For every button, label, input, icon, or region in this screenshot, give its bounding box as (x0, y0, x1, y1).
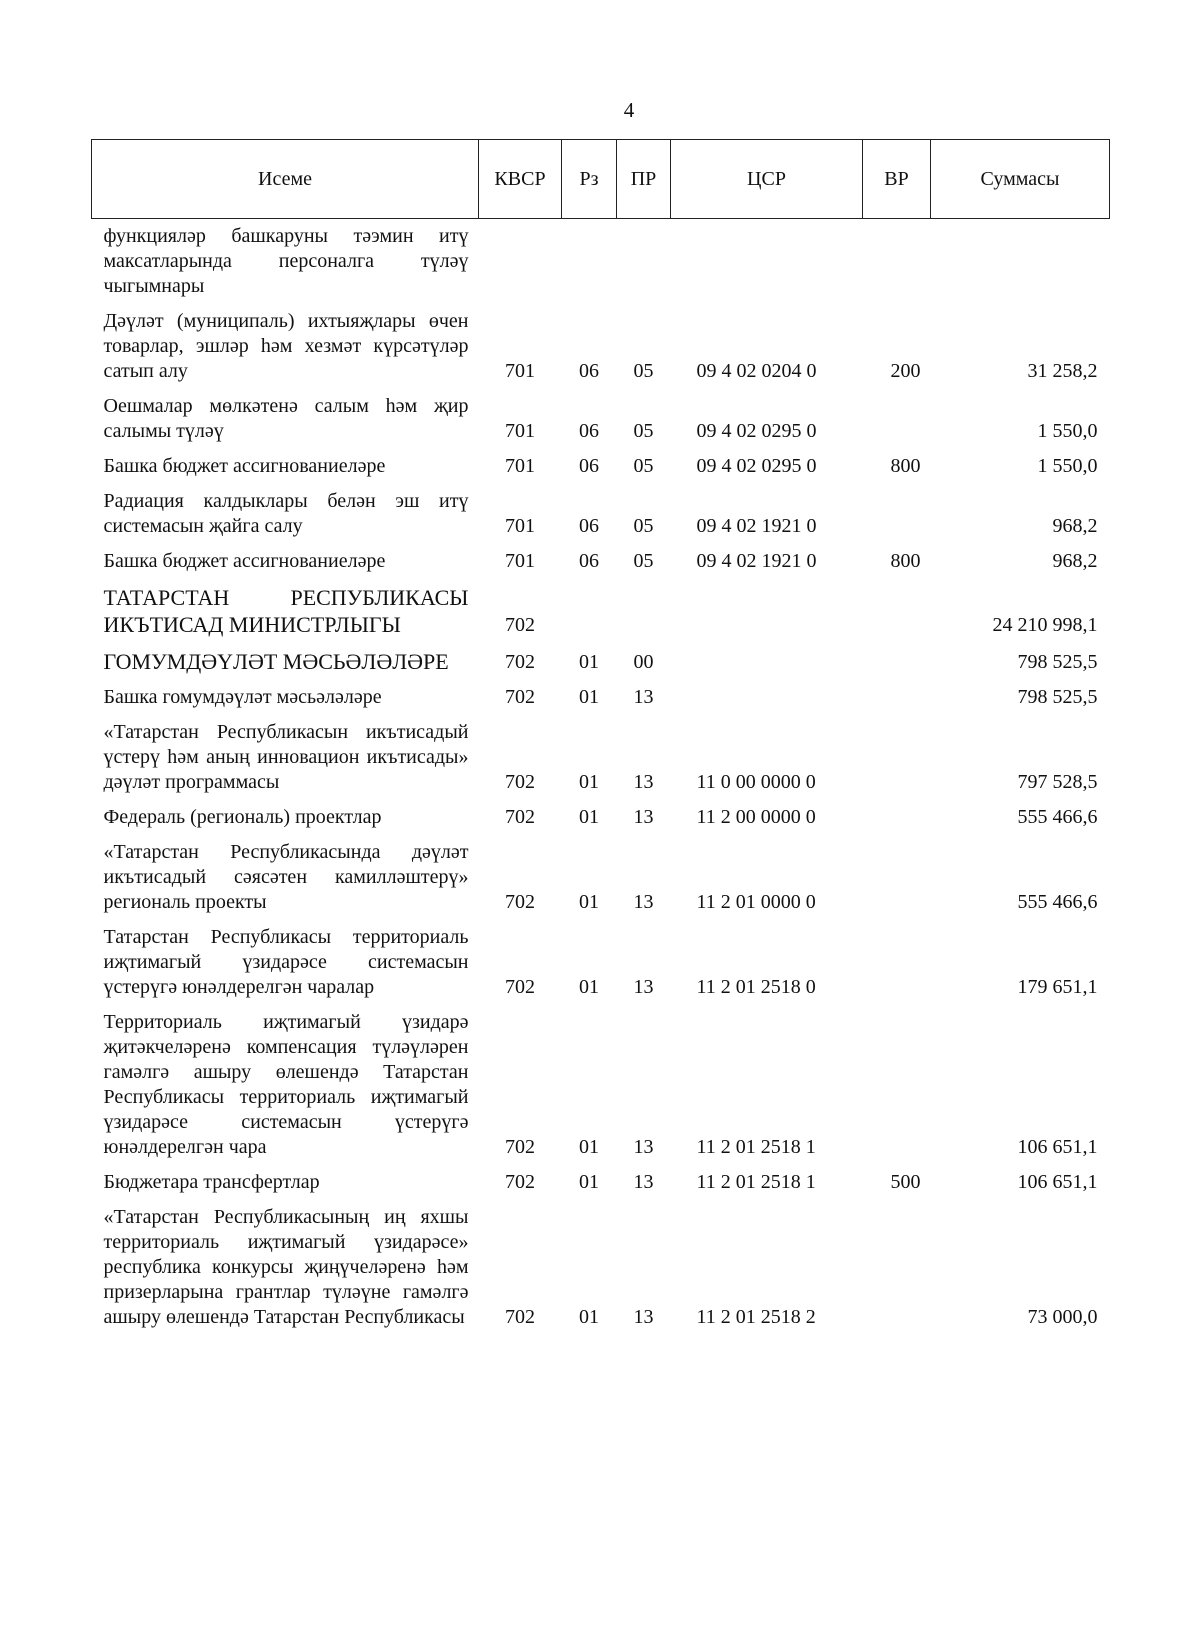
table-body (92, 219, 1110, 1336)
cell-name: «Татарстан Республикасын икътисадый үстерү һәм аның инновацион икътисады» дәүләт программасы (103, 721, 469, 793)
cell-pr: 13 (633, 806, 654, 828)
table-row (92, 1165, 1110, 1200)
cell-csr: 11 0 00 0000 0 (696, 771, 816, 793)
cell-rz (562, 219, 617, 305)
cell-vr: 500 (890, 1171, 921, 1193)
cell-pr: 13 (633, 771, 654, 793)
cell-name: «Татарстан Республикасының иң яхшы территориаль иҗтимагый үзидарәсе» республика конкурсы җиңүчеләренә һәм призерларына грантлар түләүне гамәлгә ашыру өлешендә Татарстан Республикасы (103, 1206, 469, 1328)
cell-rz: 01 (579, 891, 599, 913)
cell-vr (863, 579, 931, 643)
table-row (92, 579, 1110, 643)
cell-vr: 200 (890, 360, 921, 382)
table-row (92, 484, 1110, 544)
cell-pr: 05 (633, 420, 654, 442)
cell-name: Радиация калдыклары белән эш итү системасын җайга салу (103, 490, 469, 537)
table-row (92, 449, 1110, 484)
cell-kvsr: 701 (505, 455, 535, 477)
cell-name: Башка бюджет ассигнованиеләре (103, 455, 386, 477)
cell-pr: 05 (633, 360, 654, 382)
cell-vr (863, 835, 931, 920)
cell-pr: 13 (633, 1171, 654, 1193)
cell-kvsr: 701 (505, 515, 535, 537)
cell-vr: 800 (890, 550, 921, 572)
cell-vr (863, 680, 931, 715)
cell-vr (863, 800, 931, 835)
cell-name: Федераль (региональ) проектлар (103, 806, 382, 828)
table-row (92, 219, 1110, 305)
cell-sum: 968,2 (1052, 515, 1098, 537)
cell-name: Территориаль иҗтимагый үзидарә җитәкчеләренә компенсация түләүләрен гамәлгә ашыру өлешендә Татарстан Республикасы территориаль иҗтимагый үзидарәсе системасын үстерүгә юнәлдерелгән чара (103, 1011, 469, 1158)
cell-csr: 11 2 01 2518 1 (696, 1136, 816, 1158)
cell-rz: 06 (579, 515, 599, 537)
table-row (92, 389, 1110, 449)
cell-pr: 05 (633, 515, 654, 537)
cell-sum: 31 258,2 (1027, 360, 1098, 382)
cell-csr (671, 680, 863, 715)
table-row (92, 544, 1110, 579)
cell-sum: 798 525,5 (1017, 651, 1098, 673)
header-vr: ВР (863, 140, 931, 219)
cell-sum: 798 525,5 (1017, 686, 1098, 708)
cell-sum: 73 000,0 (1027, 1306, 1098, 1328)
cell-pr: 13 (633, 1136, 654, 1158)
cell-rz: 06 (579, 420, 599, 442)
header-sum: Суммасы (931, 140, 1110, 219)
cell-rz: 01 (579, 976, 599, 998)
cell-vr (863, 643, 931, 680)
cell-rz (562, 579, 617, 643)
cell-kvsr: 702 (505, 1171, 535, 1193)
table-row (92, 1200, 1110, 1335)
cell-csr: 11 2 01 0000 0 (696, 891, 816, 913)
table-row (92, 800, 1110, 835)
page-number: 4 (623, 98, 635, 122)
table-row (92, 643, 1110, 680)
cell-csr: 11 2 00 0000 0 (696, 806, 816, 828)
cell-rz: 01 (579, 806, 599, 828)
cell-pr: 13 (633, 686, 654, 708)
table-row (92, 920, 1110, 1005)
table-row (92, 715, 1110, 800)
cell-pr: 05 (633, 455, 654, 477)
cell-sum: 1 550,0 (1037, 420, 1098, 442)
cell-rz: 01 (579, 651, 599, 673)
cell-sum: 179 651,1 (1017, 976, 1098, 998)
cell-name: Бюджетара трансфертлар (103, 1171, 320, 1193)
cell-vr (863, 920, 931, 1005)
cell-vr (863, 1200, 931, 1335)
table-row (92, 835, 1110, 920)
cell-sum: 797 528,5 (1017, 771, 1098, 793)
cell-csr: 09 4 02 0295 0 (696, 420, 817, 442)
cell-kvsr: 702 (505, 614, 535, 636)
cell-csr: 11 2 01 2518 2 (696, 1306, 816, 1328)
cell-kvsr: 702 (505, 1136, 535, 1158)
cell-name: Башка бюджет ассигнованиеләре (103, 550, 386, 572)
budget-table (91, 139, 1110, 1335)
cell-rz: 01 (579, 771, 599, 793)
cell-kvsr: 701 (505, 550, 535, 572)
cell-pr (617, 579, 671, 643)
cell-csr: 11 2 01 2518 0 (696, 976, 816, 998)
cell-rz: 01 (579, 686, 599, 708)
cell-kvsr: 702 (505, 686, 535, 708)
header-pr: ПР (617, 140, 671, 219)
cell-kvsr: 702 (505, 891, 535, 913)
header-name: Исеме (92, 140, 479, 219)
cell-kvsr: 702 (505, 976, 535, 998)
cell-kvsr: 702 (505, 1306, 535, 1328)
cell-name: Башка гомумдәүләт мәсьәләләре (103, 686, 382, 708)
table-header-row (92, 140, 1110, 219)
cell-vr (863, 484, 931, 544)
cell-name: ГОМУМДӘҮЛӘТ МӘСЬӘЛӘЛӘРЕ (103, 649, 449, 674)
cell-kvsr: 701 (505, 360, 535, 382)
cell-pr: 00 (633, 651, 654, 673)
cell-vr (863, 219, 931, 305)
cell-sum: 1 550,0 (1037, 455, 1098, 477)
cell-rz: 06 (579, 455, 599, 477)
cell-kvsr (479, 219, 562, 305)
cell-csr: 09 4 02 0295 0 (696, 455, 817, 477)
cell-vr: 800 (890, 455, 921, 477)
cell-csr: 09 4 02 1921 0 (696, 550, 817, 572)
cell-name: «Татарстан Республикасында дәүләт икътисадый сәясәтен камилләштерү» региональ проекты (103, 841, 469, 913)
cell-csr (671, 643, 863, 680)
cell-rz: 06 (579, 360, 599, 382)
cell-sum: 106 651,1 (1017, 1171, 1098, 1193)
cell-name: ТАТАРСТАН РЕСПУБЛИКАСЫ ИКЪТИСАД МИНИСТРЛЫГЫ (103, 585, 469, 637)
cell-kvsr: 702 (505, 806, 535, 828)
cell-csr: 09 4 02 0204 0 (696, 360, 817, 382)
cell-vr (863, 715, 931, 800)
header-csr: ЦСР (671, 140, 863, 219)
cell-name: Оешмалар мөлкәтенә салым һәм җир салымы түләү (103, 395, 469, 442)
cell-csr (671, 219, 863, 305)
cell-pr: 13 (633, 1306, 654, 1328)
cell-sum: 555 466,6 (1017, 891, 1098, 913)
table-row (92, 304, 1110, 389)
cell-kvsr: 701 (505, 420, 535, 442)
cell-pr: 13 (633, 976, 654, 998)
cell-pr: 13 (633, 891, 654, 913)
cell-sum: 968,2 (1052, 550, 1098, 572)
header-rz: Рз (562, 140, 617, 219)
cell-csr (671, 579, 863, 643)
cell-name: Дәүләт (муниципаль) ихтыяҗлары өчен товарлар, эшләр һәм хезмәт күрсәтүләр сатып алу (103, 310, 469, 382)
cell-sum (931, 219, 1110, 305)
cell-rz: 01 (579, 1306, 599, 1328)
cell-csr: 09 4 02 1921 0 (696, 515, 817, 537)
cell-name: функцияләр башкаруны тәэмин итү максатларында персоналга түләү чыгымнары (103, 225, 469, 297)
table-row (92, 1005, 1110, 1165)
cell-sum: 106 651,1 (1017, 1136, 1098, 1158)
cell-pr: 05 (633, 550, 654, 572)
cell-rz: 01 (579, 1136, 599, 1158)
cell-rz: 06 (579, 550, 599, 572)
cell-sum: 555 466,6 (1017, 806, 1098, 828)
table-row (92, 680, 1110, 715)
cell-sum: 24 210 998,1 (992, 614, 1098, 636)
cell-kvsr: 702 (505, 771, 535, 793)
cell-vr (863, 389, 931, 449)
cell-rz: 01 (579, 1171, 599, 1193)
cell-kvsr: 702 (505, 651, 535, 673)
cell-pr (617, 219, 671, 305)
header-kvsr: КВСР (479, 140, 562, 219)
cell-csr: 11 2 01 2518 1 (696, 1171, 816, 1193)
cell-vr (863, 1005, 931, 1165)
cell-name: Татарстан Республикасы территориаль иҗтимагый үзидарәсе системасын үстерүгә юнәлдерелгән чаралар (103, 926, 469, 998)
